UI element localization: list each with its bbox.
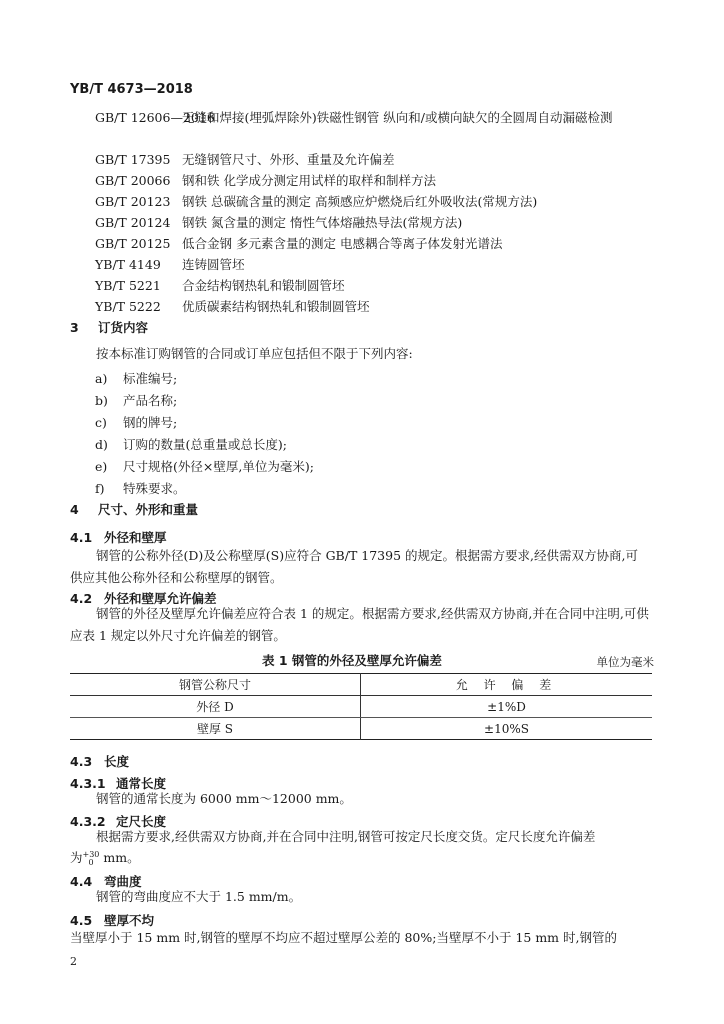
section-number: 4.1 (70, 530, 93, 545)
normative-references-list (0, 107, 724, 317)
section-title: 定尺长度 (116, 814, 167, 829)
section-number: 4.3 (70, 754, 93, 769)
reference-code: YB/T 5222 (95, 299, 161, 314)
reference-item (0, 149, 724, 170)
list-item-label: f) (95, 481, 105, 496)
table-header-row (70, 674, 652, 696)
reference-code: GB/T 20123 (95, 194, 171, 209)
list-item-text: 尺寸规格(外径×壁厚,单位为毫米); (123, 459, 314, 474)
list-item-label: d) (95, 437, 108, 452)
reference-item (0, 296, 724, 317)
tolerance-lower: 0 (88, 857, 94, 867)
section-number: 4.3.1 (70, 776, 106, 791)
reference-code: GB/T 20124 (95, 215, 171, 230)
section-title: 尺寸、外形和重量 (98, 502, 199, 517)
reference-code: GB/T 17395 (95, 152, 171, 167)
reference-item (0, 191, 724, 212)
reference-code: GB/T 20125 (95, 236, 171, 251)
section-4-2-text: 钢管的外径及壁厚允许偏差应符合表 1 的规定。根据需方要求,经供需双方协商,并在合同中注明,可供应表 1 规定以外尺寸允许偏差的钢管。 (70, 606, 649, 643)
section-title: 订货内容 (98, 320, 149, 335)
table-header-cell: 钢管公称尺寸 (70, 674, 361, 696)
reference-code: YB/T 5221 (95, 278, 161, 293)
reference-item (0, 170, 724, 191)
reference-title: 钢铁 总碳硫含量的测定 高频感应炉燃烧后红外吸收法(常规方法) (182, 194, 538, 209)
list-item (95, 412, 314, 434)
reference-item (0, 275, 724, 296)
section-4-3-2-text: 根据需方要求,经供需双方协商,并在合同中注明,钢管可按定尺长度交货。定尺长度允许偏差 (96, 829, 596, 844)
list-item-text: 钢的牌号; (123, 415, 178, 430)
reference-title: 连铸圆管坯 (182, 257, 245, 272)
section-title: 弯曲度 (104, 874, 142, 889)
table-cell: ±1%D (361, 696, 653, 718)
list-item-text: 特殊要求。 (123, 481, 186, 496)
reference-item (0, 107, 724, 149)
reference-title: 无缝和焊接(埋弧焊除外)铁磁性钢管 纵向和/或横向缺欠的全圆周自动漏磁检测 (182, 110, 613, 125)
reference-code: GB/T 20066 (95, 173, 171, 188)
section-number: 3 (70, 320, 79, 335)
reference-title: 合金结构钢热轧和锻制圆管坯 (182, 278, 345, 293)
section-3-heading (70, 318, 148, 336)
section-number: 4.4 (70, 874, 93, 889)
section-4-3-heading (70, 752, 129, 770)
section-4-1-text: 钢管的公称外径(D)及公称壁厚(S)应符合 GB/T 17395 的规定。根据需方要求,经供需双方协商,可供应其他公称外径和公称壁厚的钢管。 (70, 548, 638, 585)
list-item (95, 478, 314, 500)
section-4-heading (70, 500, 198, 518)
section-4-3-2-tolerance (70, 847, 650, 869)
list-item-label: c) (95, 415, 107, 430)
table-cell: 外径 D (70, 696, 361, 718)
length-tolerance (83, 851, 100, 867)
section-title: 通常长度 (116, 776, 167, 791)
table-1-unit: 单位为毫米 (596, 655, 654, 669)
section-number: 4.3.2 (70, 814, 106, 829)
table-header-cell: 允 许 偏 差 (361, 674, 653, 696)
reference-item (0, 233, 724, 254)
reference-code: GB/T 12606—2016 (95, 110, 215, 125)
list-item-text: 订购的数量(总重量或总长度); (123, 437, 287, 452)
reference-title: 钢铁 氮含量的测定 惰性气体熔融热导法(常规方法) (182, 215, 463, 230)
section-title: 外径和壁厚 (104, 530, 167, 545)
reference-title: 钢和铁 化学成分测定用试样的取样和制样方法 (182, 173, 436, 188)
section-4-5-text: 当壁厚小于 15 mm 时,钢管的壁厚不均应不超过壁厚公差的 80%;当壁厚不小于 15 mm 时,钢管的 (70, 930, 617, 945)
reference-title: 优质碳素结构钢热轧和锻制圆管坯 (182, 299, 370, 314)
section-title: 长度 (104, 754, 130, 769)
standard-code-header: YB/T 4673—2018 (70, 82, 193, 97)
reference-title: 低合金钢 多元素含量的测定 电感耦合等离子体发射光谱法 (182, 236, 503, 251)
order-content-list (95, 368, 314, 500)
section-number: 4 (70, 502, 79, 517)
list-item (95, 434, 314, 456)
list-item-label: a) (95, 371, 108, 386)
list-item-text: 标准编号; (123, 371, 178, 386)
list-item (95, 456, 314, 478)
section-4-1-heading (70, 528, 167, 546)
list-item-text: 产品名称; (123, 393, 178, 408)
list-item-label: e) (95, 459, 108, 474)
page-number: 2 (70, 955, 77, 968)
section-3-intro: 按本标准订购钢管的合同或订单应包括但不限于下列内容: (96, 346, 413, 361)
section-title: 壁厚不均 (104, 913, 155, 928)
reference-item (0, 212, 724, 233)
tolerance-suffix: mm。 (99, 850, 140, 865)
table-row (70, 718, 652, 740)
reference-item (0, 254, 724, 275)
tolerance-prefix: 为 (70, 850, 83, 865)
reference-title: 无缝钢管尺寸、外形、重量及允许偏差 (182, 152, 395, 167)
tolerance-upper: +30 (82, 849, 100, 859)
section-4-4-text: 钢管的弯曲度应不大于 1.5 mm/m。 (96, 889, 302, 904)
reference-code: YB/T 4149 (95, 257, 161, 272)
table-cell: ±10%S (484, 721, 529, 736)
tolerance-table (70, 673, 652, 740)
list-item (95, 390, 314, 412)
section-4-3-1-text: 钢管的通常长度为 6000 mm～12000 mm。 (96, 791, 352, 806)
list-item (95, 368, 314, 390)
section-title: 外径和壁厚允许偏差 (104, 591, 217, 606)
table-cell: 壁厚 S (70, 718, 361, 740)
table-1-caption: 表 1 钢管的外径及壁厚允许偏差 (262, 653, 442, 668)
list-item-label: b) (95, 393, 108, 408)
section-number: 4.5 (70, 913, 93, 928)
section-number: 4.2 (70, 591, 93, 606)
table-row (70, 696, 652, 718)
